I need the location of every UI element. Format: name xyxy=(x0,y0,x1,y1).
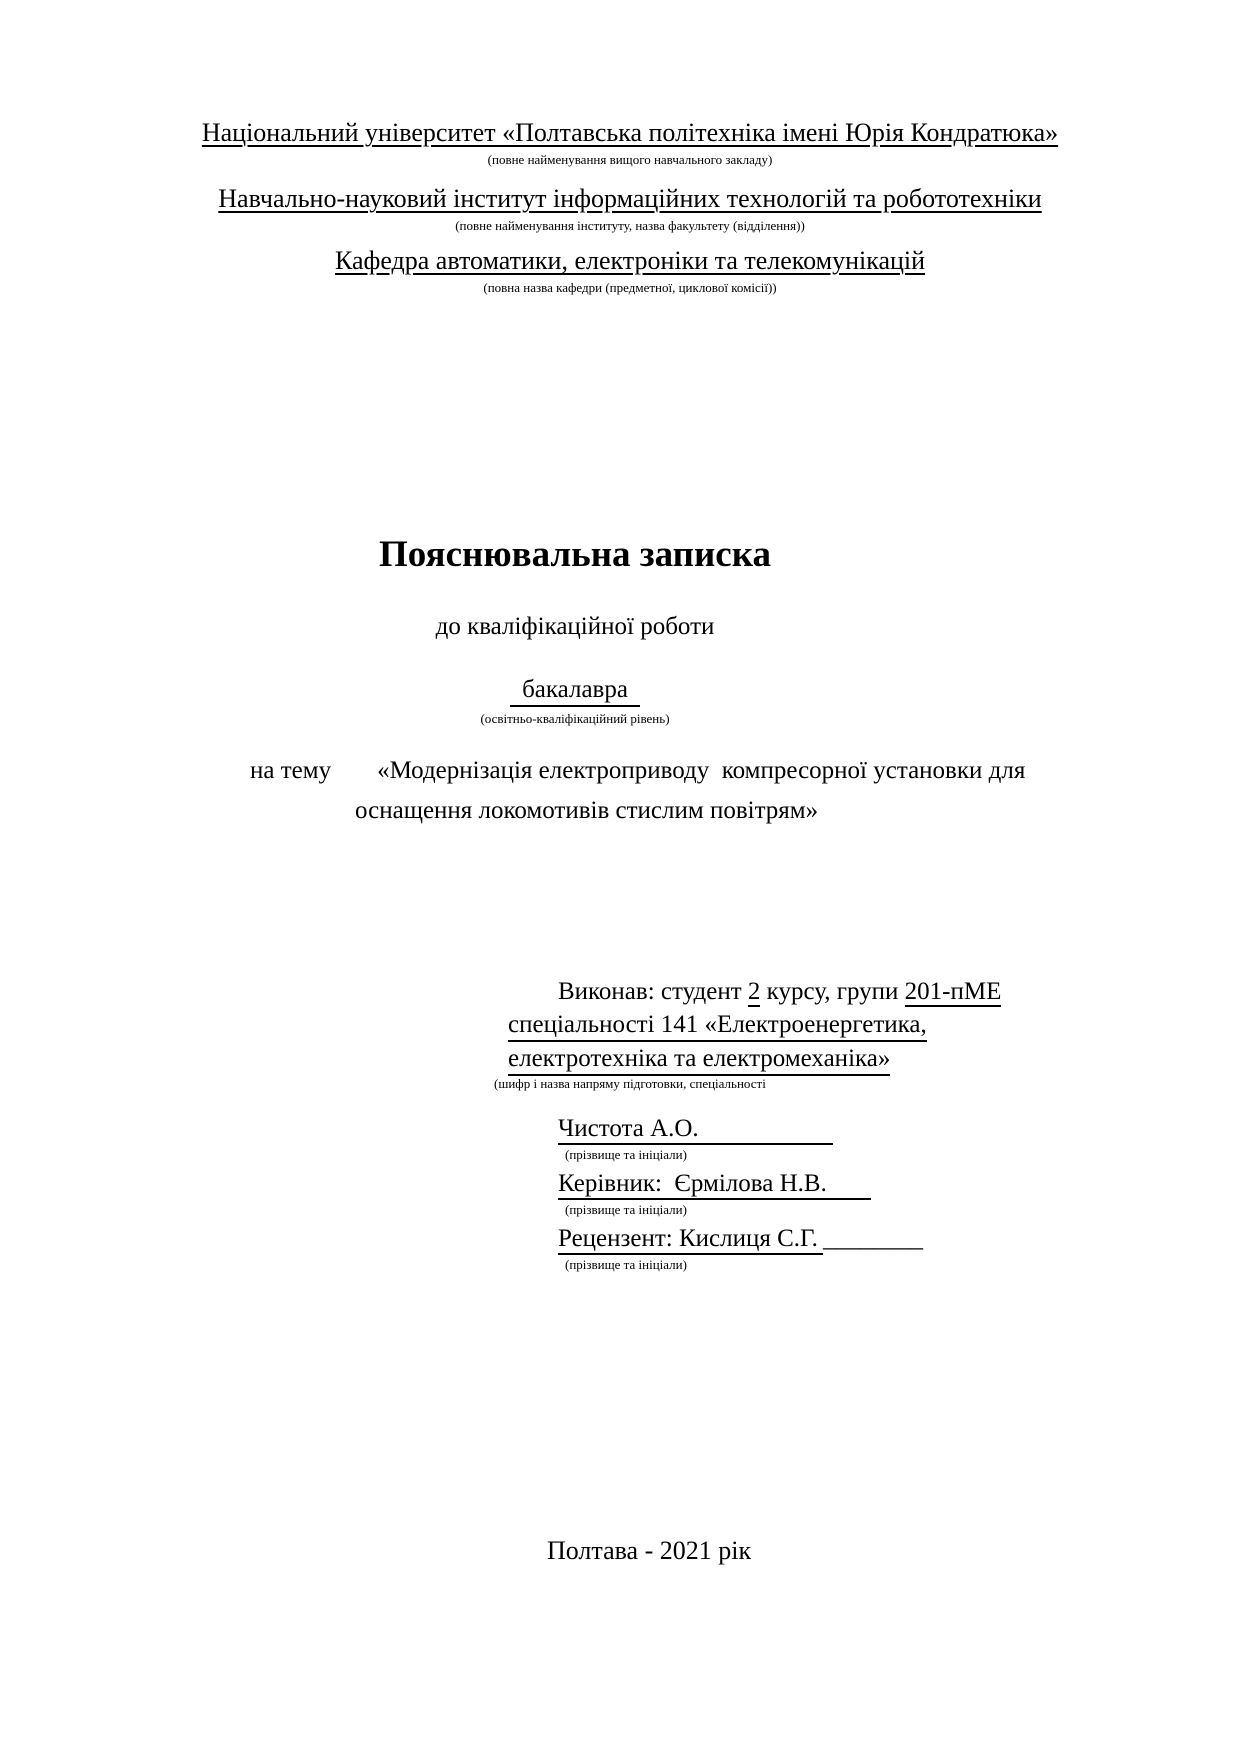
topic-text-1: «Модернізація електроприводу компресорної установки для xyxy=(377,757,1026,784)
reviewer-blank-line: ________ xyxy=(823,1225,923,1252)
topic-line-2: оснащення локомотивів стислим повітрям» xyxy=(355,797,819,824)
university-name: Національний університет «Полтавська політехніка імені Юрія Кондратюка» xyxy=(201,118,1059,147)
group-code: 201-пМЕ xyxy=(904,978,1002,1005)
supervisor-name-note: (прізвище та ініціали) xyxy=(565,1202,687,1217)
specialty-line-2 xyxy=(508,1042,1068,1076)
supervisor-name: Керівник: Єрмілова Н.В. xyxy=(558,1170,871,1200)
page-title: Пояснювальна записка xyxy=(378,534,771,575)
degree-note: (освітньо-кваліфікаційний рівень) xyxy=(480,711,670,726)
degree-level: бакалавра xyxy=(510,675,640,707)
degree-line xyxy=(0,675,1150,707)
student-name-note: (прізвище та ініціали) xyxy=(565,1147,687,1162)
supervisor-row xyxy=(558,1167,1068,1200)
title-block xyxy=(0,535,1150,727)
student-name-row xyxy=(558,1112,1068,1145)
institute-name: Навчально-науковий інститут інформаційних технологій та робототехніки xyxy=(218,184,1042,213)
header-block xyxy=(25,117,1235,296)
reviewer-row xyxy=(558,1222,1068,1255)
student-name: Чистота А.О. xyxy=(558,1115,833,1145)
specialty-text-2: електротехніка та електромеханіка» xyxy=(508,1043,890,1076)
city-year: Полтава - 2021 рік xyxy=(547,1536,752,1565)
topic-line-1 xyxy=(250,755,1025,787)
specialty-text-1: спеціальності 141 «Електроенергетика, xyxy=(508,1009,927,1042)
topic-label: на тему xyxy=(250,757,332,784)
signatures-block xyxy=(508,1112,1068,1273)
executor-block xyxy=(494,975,1068,1277)
specialty-note: (шифр і назва напряму підготовки, спеціальності xyxy=(494,1076,766,1091)
department-note: (повна назва кафедри (предметної, циклової комісії)) xyxy=(483,280,777,295)
course-number: 2 xyxy=(747,978,761,1005)
institute-note: (повне найменування інституту, назва факультету (відділення)) xyxy=(455,218,805,233)
executor-prefix: Виконав: студент xyxy=(558,978,748,1005)
reviewer-name-note: (прізвище та ініціали) xyxy=(565,1257,687,1272)
specialty-line-1 xyxy=(508,1008,1068,1042)
executor-line xyxy=(508,975,1068,1008)
university-note: (повне найменування вищого навчального закладу) xyxy=(487,152,773,167)
subtitle: до кваліфікаційної роботи xyxy=(435,613,715,640)
reviewer-name: Рецензент: Кислиця С.Г. xyxy=(558,1225,823,1255)
department-name: Кафедра автоматики, електроніки та телекомунікацій xyxy=(334,246,926,275)
executor-mid: курсу, групи xyxy=(760,978,905,1005)
